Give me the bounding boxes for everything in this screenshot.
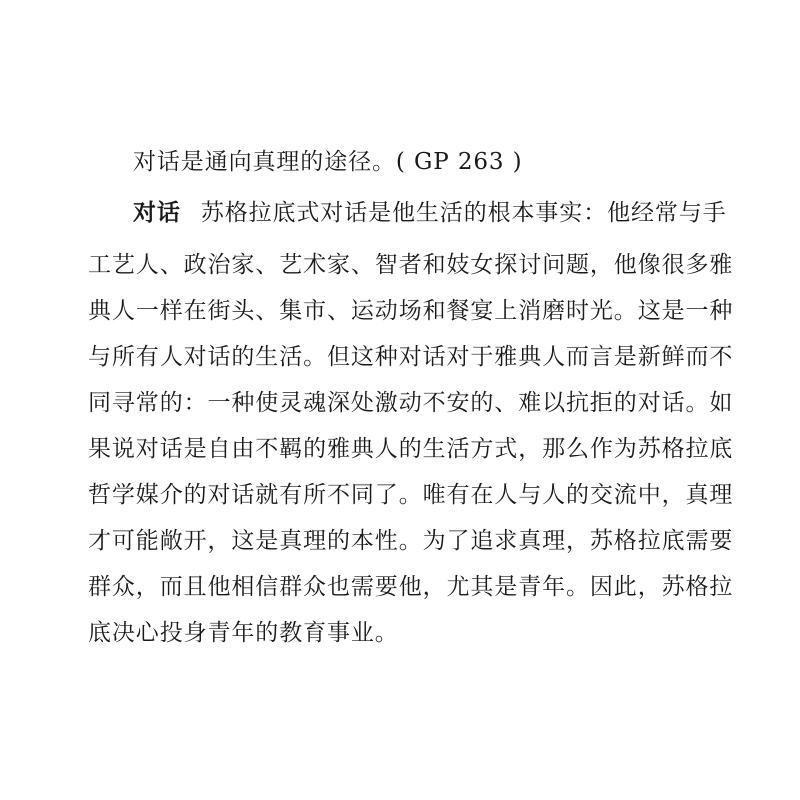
body-line: 群众，而且他相信群众也需要他，尤其是青年。因此，苏格拉 [88, 574, 734, 600]
body-line: 典人一样在街头、集市、运动场和餐宴上消磨时光。这是一种 [88, 298, 734, 324]
quote-line: 对话是通向真理的途径。( GP 263 ) [133, 149, 523, 175]
body-line: 果说对话是自由不羁的雅典人的生活方式，那么作为苏格拉底 [88, 436, 734, 462]
body-line: 同寻常的：一种使灵魂深处激动不安的、难以抗拒的对话。如 [88, 390, 734, 416]
body-line: 哲学媒介的对话就有所不同了。唯有在人与人的交流中，真理 [88, 482, 734, 508]
entry-first-line [133, 199, 727, 227]
body-line: 苏格拉底式对话是他生活的根本事实：他经常与手 [200, 200, 727, 226]
body-line: 工艺人、政治家、艺术家、智者和妓女探讨问题，他像很多雅 [88, 252, 734, 278]
body-line: 与所有人对话的生活。但这种对话对于雅典人而言是新鲜而不 [88, 344, 734, 370]
body-line: 底决心投身青年的教育事业。 [88, 620, 399, 646]
entry-term: 对话 [133, 200, 181, 226]
body-line: 才可能敞开，这是真理的本性。为了追求真理，苏格拉底需要 [88, 528, 734, 554]
